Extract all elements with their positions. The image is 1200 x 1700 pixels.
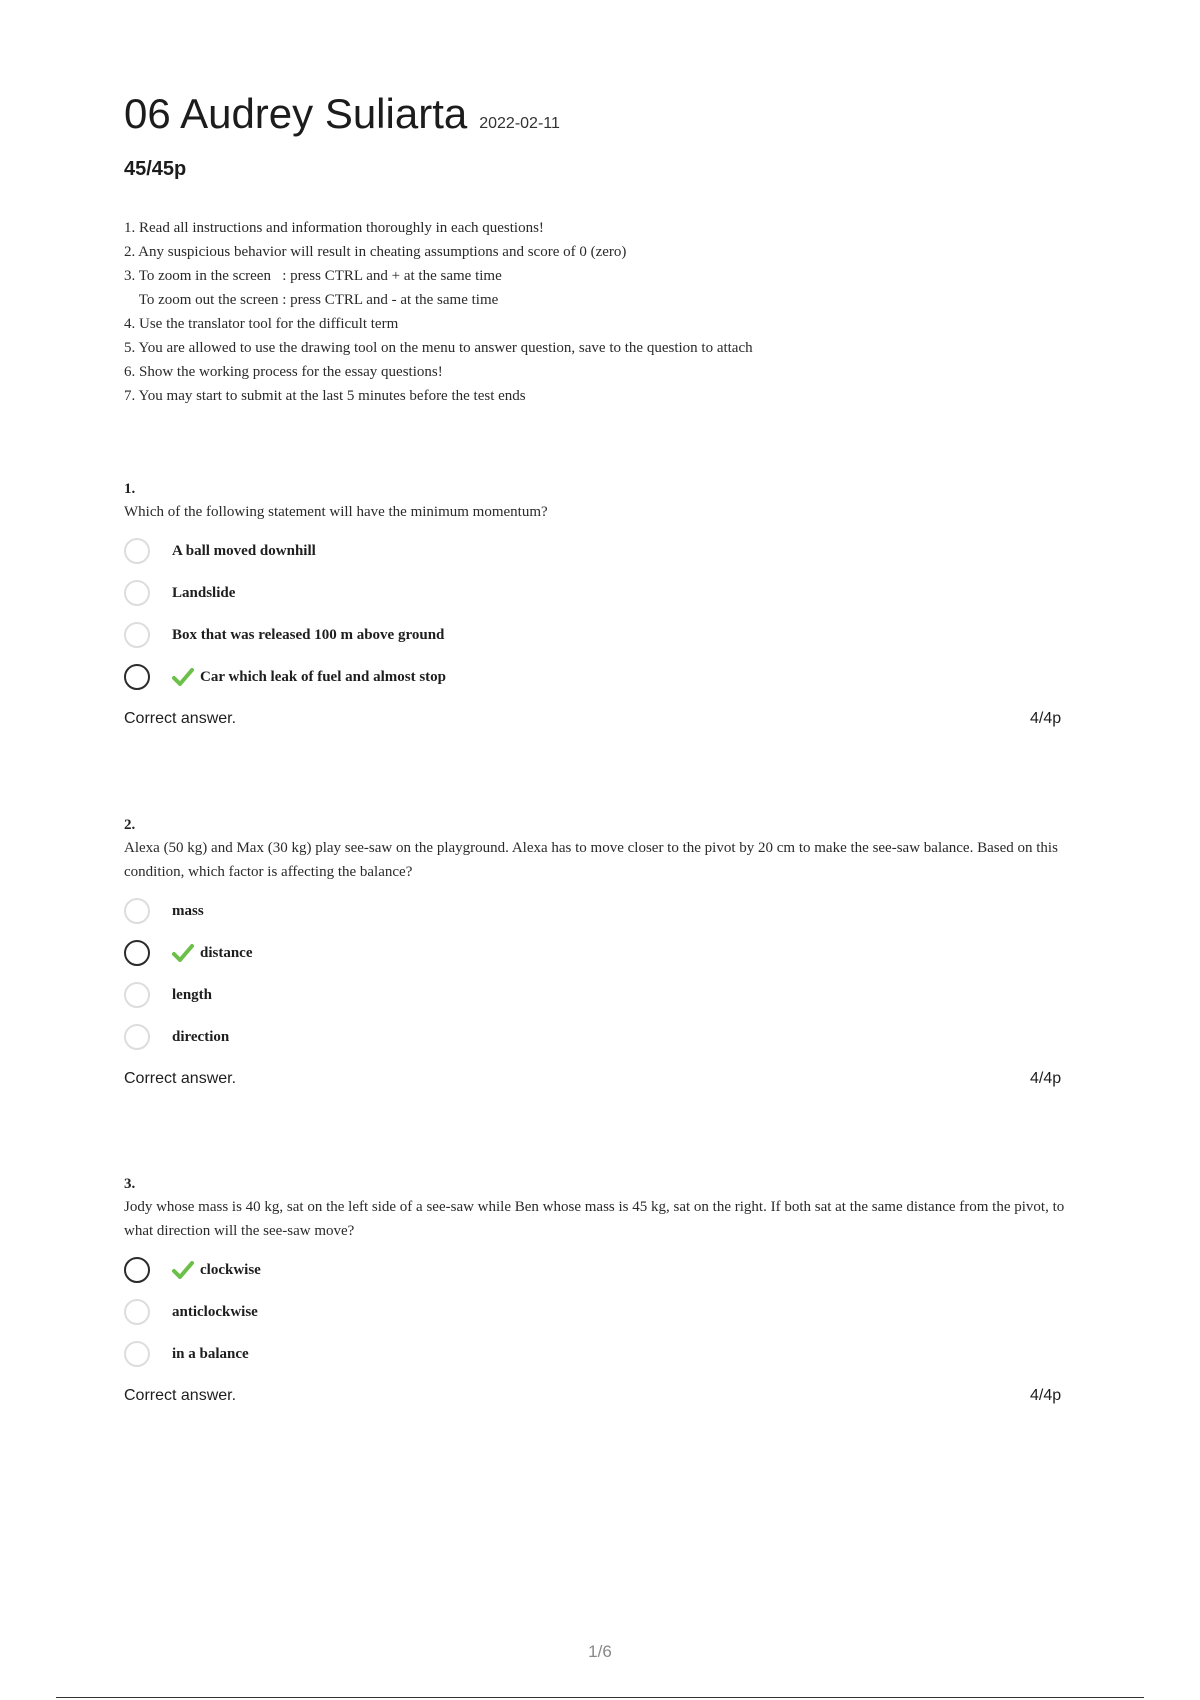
page-title <box>124 90 560 138</box>
radio-button-selected[interactable] <box>124 940 150 966</box>
feedback-row <box>124 1387 1084 1415</box>
question-number: 1. <box>124 481 136 497</box>
instruction-line: 4. Use the translator tool for the difficult term <box>124 316 399 332</box>
radio-button[interactable] <box>124 898 150 924</box>
option-label: Car which leak of fuel and almost stop <box>200 668 446 685</box>
answer-option[interactable] <box>124 890 1084 932</box>
instruction-line: 1. Read all instructions and information thoroughly in each questions! <box>124 220 544 236</box>
question-2 <box>124 814 1084 1098</box>
checkmark-icon <box>172 944 194 962</box>
checkmark-icon <box>172 1261 194 1279</box>
question-text: Jody whose mass is 40 kg, sat on the left side of a see-saw while Ben whose mass is 45 kg, sat on the right. If both sat at the same distance from the pivot, to what direction will the see-saw move? <box>124 1199 1065 1239</box>
radio-button[interactable] <box>124 622 150 648</box>
radio-button[interactable] <box>124 1341 150 1367</box>
feedback-text: Correct answer. <box>124 1387 237 1404</box>
answer-option[interactable] <box>124 614 1084 656</box>
option-label: anticlockwise <box>172 1303 258 1320</box>
page-number: 1/6 <box>588 1642 612 1661</box>
question-text: Which of the following statement will have the minimum momentum? <box>124 504 548 520</box>
radio-button[interactable] <box>124 1299 150 1325</box>
radio-button[interactable] <box>124 982 150 1008</box>
feedback-row <box>124 710 1084 738</box>
student-name: 06 Audrey Suliarta <box>124 90 468 137</box>
answer-option-selected[interactable] <box>124 1249 1084 1291</box>
instruction-line: 3. To zoom in the screen : press CTRL and + at the same time <box>124 268 502 284</box>
answer-option[interactable] <box>124 530 1084 572</box>
instruction-line: 7. You may start to submit at the last 5 minutes before the test ends <box>124 388 526 404</box>
answer-option-selected[interactable] <box>124 932 1084 974</box>
feedback-text: Correct answer. <box>124 710 237 727</box>
radio-button[interactable] <box>124 1024 150 1050</box>
radio-button-selected[interactable] <box>124 664 150 690</box>
question-score: 4/4p <box>1030 1387 1062 1404</box>
instructions-list <box>124 216 1084 408</box>
question-score: 4/4p <box>1030 1070 1062 1087</box>
instruction-line: 2. Any suspicious behavior will result in cheating assumptions and score of 0 (zero) <box>124 244 627 260</box>
answer-option[interactable] <box>124 1016 1084 1058</box>
option-label: Landslide <box>172 584 236 601</box>
option-label: mass <box>172 902 204 919</box>
option-label: direction <box>172 1028 230 1045</box>
instruction-line: To zoom out the screen : press CTRL and - at the same time <box>124 292 499 308</box>
question-number: 2. <box>124 817 136 833</box>
question-number: 3. <box>124 1176 136 1192</box>
answer-option[interactable] <box>124 572 1084 614</box>
answer-option[interactable] <box>124 974 1084 1016</box>
option-label: distance <box>200 944 253 961</box>
radio-button[interactable] <box>124 538 150 564</box>
option-label: clockwise <box>200 1261 261 1278</box>
question-1 <box>124 478 1084 738</box>
feedback-text: Correct answer. <box>124 1070 237 1087</box>
instruction-line: 6. Show the working process for the essay questions! <box>124 364 443 380</box>
feedback-row <box>124 1070 1084 1098</box>
option-label: Box that was released 100 m above ground <box>172 626 445 643</box>
question-3 <box>124 1173 1084 1415</box>
answer-option-selected[interactable] <box>124 656 1084 698</box>
question-score: 4/4p <box>1030 710 1062 727</box>
radio-button[interactable] <box>124 580 150 606</box>
option-label: length <box>172 986 213 1003</box>
option-label: in a balance <box>172 1345 249 1362</box>
bottom-divider <box>56 1697 1144 1698</box>
question-text: Alexa (50 kg) and Max (30 kg) play see-saw on the playground. Alexa has to move closer to the pivot by 20 cm to make the see-saw balance. Based on this condition, which factor is affecting the balance? <box>124 840 1058 880</box>
total-score: 45/45p <box>124 158 187 180</box>
checkmark-icon <box>172 668 194 686</box>
radio-button-selected[interactable] <box>124 1257 150 1283</box>
answer-option[interactable] <box>124 1333 1084 1375</box>
test-date: 2022-02-11 <box>479 115 560 132</box>
instruction-line: 5. You are allowed to use the drawing tool on the menu to answer question, save to the question to attach <box>124 340 753 356</box>
answer-option[interactable] <box>124 1291 1084 1333</box>
option-label: A ball moved downhill <box>172 542 316 559</box>
